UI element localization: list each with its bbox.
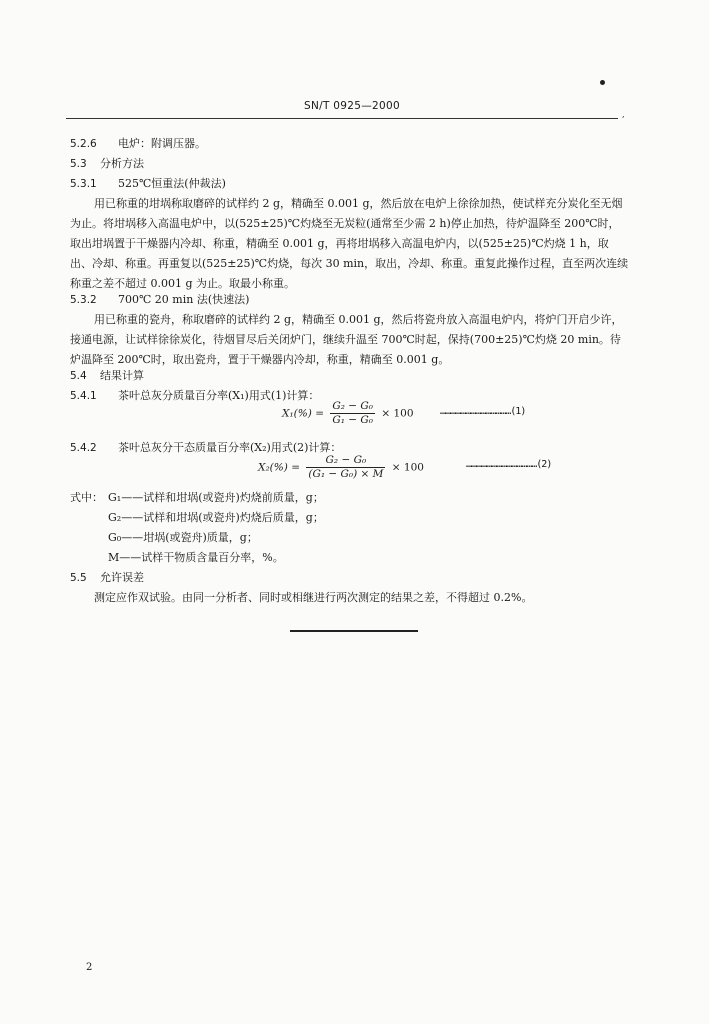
formula-factor: × 100 — [391, 461, 424, 474]
section-number: 5.3.1 — [70, 178, 97, 190]
definition-prefix: 式中： — [70, 491, 103, 504]
paragraph-5-5: 测定应作双试验。由同一分析者、同时或相继进行两次测定的结果之差，不得超过 0.2%。 — [94, 591, 533, 604]
formula-2-number: ……………………………………(2) — [466, 459, 552, 470]
formula-lhs: X₂(%) = — [258, 461, 300, 474]
scan-mark: , — [622, 110, 625, 119]
definition-item — [70, 508, 324, 528]
definition-item — [70, 528, 324, 548]
formula-denominator: (G₁ − G₀) × M — [308, 468, 384, 480]
definitions-list — [70, 488, 324, 568]
section-number: 5.4 — [70, 370, 87, 382]
formula-fraction — [330, 400, 375, 427]
section-5-5 — [70, 568, 144, 588]
section-number: 5.2.6 — [70, 138, 97, 150]
section-heading: 结果计算 — [100, 369, 144, 382]
definition-text: G₁——试样和坩埚(或瓷舟)灼烧前质量，g； — [108, 491, 324, 504]
paragraph-5-3-2: 用已称重的瓷舟，称取磨碎的试样约 2 g，精确至 0.001 g，然后将瓷舟放入高温电炉内，将炉门开启少许，接通电源，让试样徐徐炭化，待烟冒尽后关闭炉门，继续升温至 700℃时起，保持(700±25)℃灼烧 20 min。待炉温降至 200℃时，取出瓷舟，置于干燥器内冷却，称重，精确至 0.001 g。 — [70, 313, 623, 366]
formula-numerator: G₂ − G₀ — [332, 400, 374, 412]
section-text: 茶叶总灰分质量百分率(X₁)用式(1)计算： — [118, 389, 320, 402]
section-text: 电炉：附调压器。 — [118, 137, 206, 150]
formula-1-number: ……………………………………(1) — [440, 406, 526, 417]
header-rule — [66, 118, 618, 119]
definition-text: G₂——试样和坩埚(或瓷舟)灼烧后质量，g； — [108, 511, 324, 524]
section-number: 5.4.2 — [70, 442, 97, 454]
section-heading: 525℃恒重法(仲裁法) — [118, 177, 226, 190]
section-5-3-1 — [70, 174, 226, 194]
section-5-4 — [70, 366, 144, 386]
formula-lhs: X₁(%) = — [282, 407, 324, 420]
definition-text: G₀——坩埚(或瓷舟)质量，g； — [108, 531, 258, 544]
header-standard-code: SN/T 0925—2000 — [304, 100, 400, 112]
section-number: 5.3 — [70, 158, 87, 170]
definition-text: M——试样干物质含量百分率，%。 — [108, 551, 284, 564]
page-number: 2 — [86, 962, 93, 973]
section-heading: 700℃ 20 min 法(快速法) — [118, 293, 250, 306]
section-text: 茶叶总灰分干态质量百分率(X₂)用式(2)计算： — [118, 441, 342, 454]
formula-2 — [258, 454, 424, 481]
formula-numerator: G₂ − G₀ — [306, 454, 385, 468]
end-rule — [290, 630, 418, 632]
definition-item — [70, 548, 324, 568]
section-heading: 分析方法 — [100, 157, 144, 170]
section-number: 5.5 — [70, 572, 87, 584]
section-heading: 允许误差 — [100, 571, 144, 584]
section-number: 5.3.2 — [70, 294, 97, 306]
formula-denominator: G₁ − G₀ — [332, 414, 374, 426]
formula-factor: × 100 — [381, 407, 414, 420]
formula-fraction — [306, 454, 385, 481]
paragraph-5-3-1: 用已称重的坩埚称取磨碎的试样约 2 g，精确至 0.001 g，然后放在电炉上徐徐加热，使试样充分炭化至无烟为止。将坩埚移入高温电炉中，以(525±25)℃灼烧至无炭粒(通常至少需 2 h)停止加热，待炉温降至 200℃时，取出坩埚置于干燥器内冷却、称重，精确至 0.001 g，再将坩埚移入高温电炉内，以(525±25)℃灼烧 1 h，取出、冷却、称重。再重复以(525±25)℃灼烧，每次 30 min，取出，冷却、称重。重复此操作过程，直至两次连续称重之差不超过 0.001 g 为止。取最小称重。 — [70, 197, 629, 290]
definition-item — [70, 488, 324, 508]
section-number: 5.4.1 — [70, 390, 97, 402]
section-5-3-2 — [70, 290, 249, 310]
scan-speck — [600, 80, 605, 85]
section-5-3 — [70, 154, 144, 174]
formula-1 — [282, 400, 414, 427]
section-5-2-6 — [70, 134, 206, 154]
